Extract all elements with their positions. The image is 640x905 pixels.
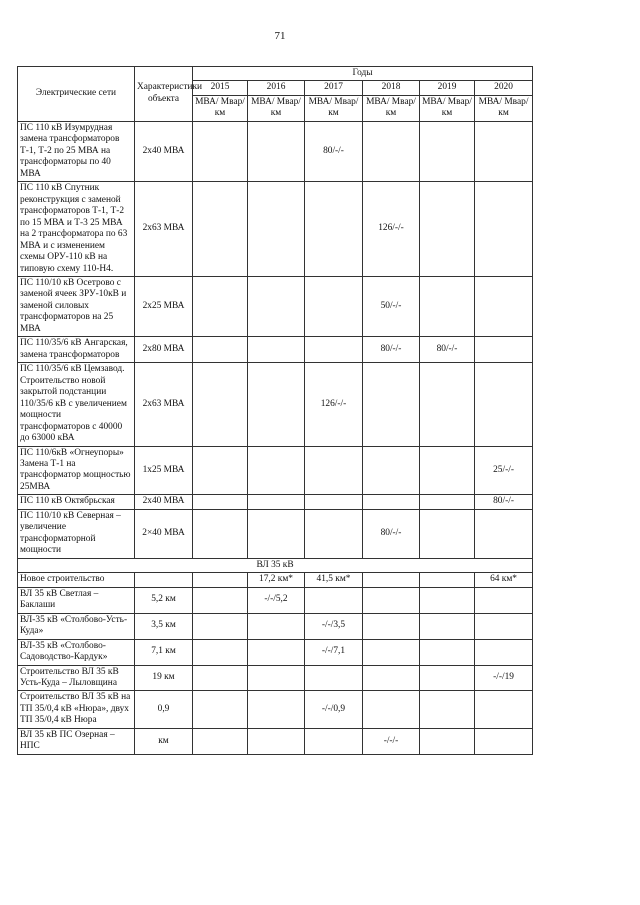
line-row-characteristic: 3,5 км [135, 613, 193, 639]
header-characteristics: Характеристики объекта [135, 67, 193, 122]
header-years: Годы [193, 67, 533, 81]
substation-row [18, 121, 533, 181]
line-row-value [475, 728, 533, 754]
unit-2017: МВА/ Мвар/км [305, 95, 363, 121]
substation-row-value [475, 182, 533, 277]
substation-row-name: ПС 110/35/6 кВ Цемзавод. Строительство новой закрытой подстанции 110/35/6 кВ с увеличением мощности трансформаторов с 40000 до 63000 кВА [18, 363, 135, 446]
new-construction-2016: 17,2 км* [248, 573, 305, 587]
substation-row-characteristic: 2х80 МВА [135, 337, 193, 363]
substation-row-name: ПС 110/10 кВ Осетрово с заменой ячеек ЗРУ-10кВ и заменой силовых трансформаторов на 25 МВА [18, 276, 135, 336]
new-construction-2019 [420, 573, 475, 587]
substation-row-value [363, 363, 420, 446]
line-row-value [193, 665, 248, 691]
substation-row-value [193, 121, 248, 181]
substation-row-value [420, 121, 475, 181]
section-vl35-title: ВЛ 35 кВ [18, 558, 533, 572]
substation-row [18, 337, 533, 363]
substation-row-value [193, 495, 248, 509]
header-row-1 [18, 67, 533, 81]
line-row-characteristic: 19 км [135, 665, 193, 691]
line-row-value: -/-/19 [475, 665, 533, 691]
line-row-name: ВЛ-35 кВ «Столбово-Садоводство-Кардук» [18, 639, 135, 665]
substation-row-value [193, 509, 248, 558]
line-row-value: -/-/5,2 [248, 587, 305, 613]
new-construction-label: Новое строительство [18, 573, 135, 587]
year-2019: 2019 [420, 81, 475, 95]
line-row-value [193, 728, 248, 754]
new-construction-2017: 41,5 км* [305, 573, 363, 587]
line-row-value [420, 665, 475, 691]
substation-row-value [248, 363, 305, 446]
new-construction-2018 [363, 573, 420, 587]
new-construction-row [18, 573, 533, 587]
substation-row-name: ПС 110 кВ Изумрудная замена трансформаторов Т-1, Т-2 по 25 МВА на трансформаторы по 40 МВА [18, 121, 135, 181]
substation-row-value [420, 276, 475, 336]
line-row [18, 639, 533, 665]
substation-row-characteristic: 2х40 МВА [135, 121, 193, 181]
year-2020: 2020 [475, 81, 533, 95]
substation-row-value [305, 182, 363, 277]
line-row-value [475, 613, 533, 639]
substation-row-name: ПС 110 кВ Спутник реконструкция с заменой трансформаторов Т-1, Т-2 по 15 МВА и Т-3 25 МВА на 2 трансформатора по 63 МВА и с изменением схемы ОРУ-110 кВ на типовую схему 110-Н4. [18, 182, 135, 277]
unit-2016: МВА/ Мвар/км [248, 95, 305, 121]
year-2016: 2016 [248, 81, 305, 95]
substation-row-value [305, 276, 363, 336]
line-row-value [420, 691, 475, 728]
line-row-name: Строительство ВЛ 35 кВ Усть-Куда – Лыловщина [18, 665, 135, 691]
line-row-value [248, 639, 305, 665]
header-networks: Электрические сети [18, 67, 135, 122]
substation-row-value: 80/-/- [363, 337, 420, 363]
line-row-name: Строительство ВЛ 35 кВ на ТП 35/0,4 кВ «Нюра», двух ТП 35/0,4 кВ Нюра [18, 691, 135, 728]
substation-row-value [248, 446, 305, 495]
line-row-value [363, 587, 420, 613]
unit-2015: МВА/ Мвар/км [193, 95, 248, 121]
substation-row-value [363, 121, 420, 181]
unit-2020: МВА/ Мвар/км [475, 95, 533, 121]
line-row-value [475, 639, 533, 665]
substation-row-value [248, 337, 305, 363]
year-2015: 2015 [193, 81, 248, 95]
substation-row-value [475, 509, 533, 558]
line-row-characteristic: 5,2 км [135, 587, 193, 613]
substation-row-characteristic: 2х25 МВА [135, 276, 193, 336]
substation-row-value: 126/-/- [363, 182, 420, 277]
substation-row-value [420, 495, 475, 509]
substation-row [18, 495, 533, 509]
line-row-value [248, 665, 305, 691]
substation-row-value [193, 337, 248, 363]
line-row-value [363, 665, 420, 691]
substation-row-value [363, 446, 420, 495]
line-row-value: -/-/3,5 [305, 613, 363, 639]
line-row-value [420, 587, 475, 613]
substation-row [18, 446, 533, 495]
substation-row-value [193, 276, 248, 336]
unit-2018: МВА/ Мвар/км [363, 95, 420, 121]
line-row-value [305, 587, 363, 613]
substation-row-characteristic: 2х63 МВА [135, 182, 193, 277]
year-2017: 2017 [305, 81, 363, 95]
substations-body [18, 121, 533, 558]
substation-row [18, 363, 533, 446]
substation-row-value: 80/-/- [363, 509, 420, 558]
substation-row-name: ПС 110/6кВ «Огнеупоры» Замена Т-1 на трансформатор мощностью 25МВА [18, 446, 135, 495]
substation-row-value [248, 276, 305, 336]
section-row [18, 558, 533, 572]
line-row-value [475, 587, 533, 613]
substation-row-value [475, 337, 533, 363]
substation-row-value: 80/-/- [420, 337, 475, 363]
substation-row-value: 25/-/- [475, 446, 533, 495]
line-row-value [305, 665, 363, 691]
page-number: 71 [274, 30, 286, 42]
line-row-value [248, 728, 305, 754]
substation-row-value: 80/-/- [475, 495, 533, 509]
substation-row-value [305, 495, 363, 509]
line-row-value [363, 691, 420, 728]
line-row-value [475, 691, 533, 728]
unit-2019: МВА/ Мвар/км [420, 95, 475, 121]
line-row [18, 691, 533, 728]
substation-row-value [248, 509, 305, 558]
line-row-value [193, 587, 248, 613]
line-row-name: ВЛ-35 кВ «Столбово-Усть-Куда» [18, 613, 135, 639]
year-2018: 2018 [363, 81, 420, 95]
lines-body [18, 587, 533, 754]
line-row-value [420, 639, 475, 665]
line-row-value [248, 613, 305, 639]
line-row-value [305, 728, 363, 754]
substation-row-value [475, 276, 533, 336]
substation-row-value [420, 363, 475, 446]
investment-table [17, 66, 533, 755]
substation-row-value: 126/-/- [305, 363, 363, 446]
new-construction-char [135, 573, 193, 587]
substation-row-characteristic: 2х40 МВА [135, 495, 193, 509]
substation-row [18, 182, 533, 277]
line-row-value: -/-/- [363, 728, 420, 754]
line-row [18, 613, 533, 639]
substation-row-value [363, 495, 420, 509]
substation-row-value: 80/-/- [305, 121, 363, 181]
line-row [18, 665, 533, 691]
substation-row-characteristic: 2х63 МВА [135, 363, 193, 446]
substation-row-name: ПС 110/10 кВ Северная – увеличение трансформаторной мощности [18, 509, 135, 558]
substation-row-name: ПС 110 кВ Октябрьская [18, 495, 135, 509]
line-row-name: ВЛ 35 кВ Светлая – Баклаши [18, 587, 135, 613]
substation-row-value [475, 121, 533, 181]
line-row-value [193, 691, 248, 728]
substation-row-value [420, 446, 475, 495]
line-row-value: -/-/7,1 [305, 639, 363, 665]
substation-row-value [193, 182, 248, 277]
substation-row-value: 50/-/- [363, 276, 420, 336]
substation-row-value [248, 121, 305, 181]
line-row-characteristic: 7,1 км [135, 639, 193, 665]
substation-row-characteristic: 1х25 МВА [135, 446, 193, 495]
section-body [18, 558, 533, 587]
line-row-characteristic: 0,9 [135, 691, 193, 728]
line-row [18, 728, 533, 754]
substation-row-characteristic: 2×40 МВА [135, 509, 193, 558]
substation-row-value [305, 509, 363, 558]
substation-row-value [475, 363, 533, 446]
line-row-characteristic: км [135, 728, 193, 754]
line-row-value [363, 639, 420, 665]
line-row-value [193, 639, 248, 665]
line-row-value: -/-/0,9 [305, 691, 363, 728]
line-row [18, 587, 533, 613]
substation-row-value [305, 337, 363, 363]
line-row-value [193, 613, 248, 639]
substation-row-value [420, 182, 475, 277]
substation-row-name: ПС 110/35/6 кВ Ангарская, замена трансформаторов [18, 337, 135, 363]
line-row-value [420, 613, 475, 639]
new-construction-2015 [193, 573, 248, 587]
substation-row-value [193, 363, 248, 446]
substation-row-value [193, 446, 248, 495]
line-row-value [248, 691, 305, 728]
substation-row-value [248, 182, 305, 277]
substation-row-value [248, 495, 305, 509]
substation-row [18, 276, 533, 336]
new-construction-2020: 64 км* [475, 573, 533, 587]
line-row-name: ВЛ 35 кВ ПС Озерная – НПС [18, 728, 135, 754]
substation-row-value [420, 509, 475, 558]
substation-row [18, 509, 533, 558]
line-row-value [420, 728, 475, 754]
line-row-value [363, 613, 420, 639]
substation-row-value [305, 446, 363, 495]
